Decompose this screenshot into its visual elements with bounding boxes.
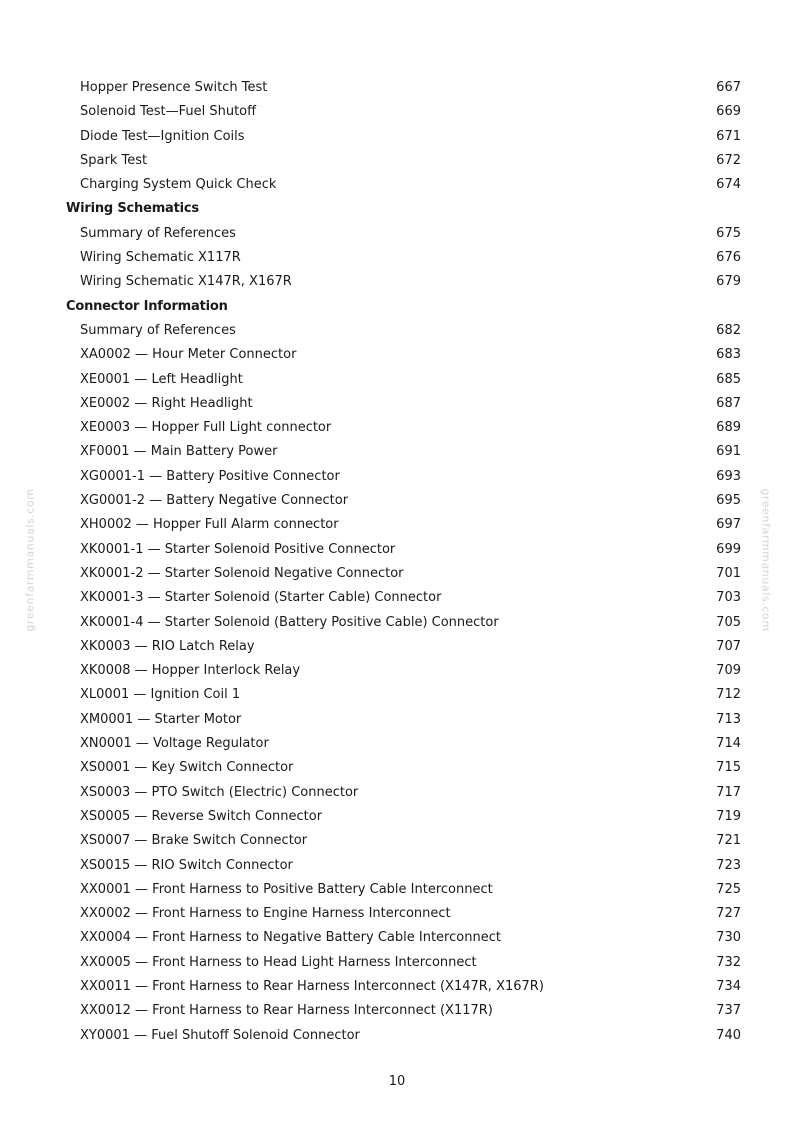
entry-title: XS0015 — RIO Switch Connector <box>80 857 293 873</box>
entry-page-number: 734 <box>716 978 741 994</box>
toc-entry[interactable] <box>0 878 794 902</box>
entry-page-number: 689 <box>716 420 741 436</box>
entry-page-number: 730 <box>716 930 741 946</box>
toc-entry[interactable] <box>0 489 794 513</box>
page-number: 10 <box>388 1074 406 1089</box>
entry-page-number: 714 <box>716 736 741 752</box>
toc-entry[interactable] <box>0 683 794 707</box>
toc-entry[interactable] <box>0 756 794 780</box>
entry-title: XH0002 — Hopper Full Alarm connector <box>80 517 339 533</box>
entry-title: XM0001 — Starter Motor <box>80 711 242 727</box>
entry-page-number: 679 <box>716 274 741 290</box>
toc-entry[interactable] <box>0 343 794 367</box>
toc-entry[interactable] <box>0 125 794 149</box>
entry-title: XS0007 — Brake Switch Connector <box>80 833 308 849</box>
entry-page-number: 703 <box>716 590 741 606</box>
toc-entry[interactable] <box>0 538 794 562</box>
entry-title: XX0001 — Front Harness to Positive Battery Cable Interconnect <box>80 881 493 897</box>
entry-title: XX0004 — Front Harness to Negative Battery Cable Interconnect <box>80 930 501 946</box>
entry-page-number: 725 <box>716 881 741 897</box>
entry-title: XX0011 — Front Harness to Rear Harness Interconnect (X147R, X167R) <box>80 978 544 994</box>
entry-page-number: 697 <box>716 517 741 533</box>
entry-page-number: 669 <box>716 104 741 120</box>
entry-page-number: 676 <box>716 250 741 266</box>
entry-page-number: 691 <box>716 444 741 460</box>
toc-entry[interactable] <box>0 1024 794 1048</box>
toc-entry[interactable] <box>0 805 794 829</box>
entry-page-number: 709 <box>716 663 741 679</box>
entry-page-number: 685 <box>716 371 741 387</box>
entry-title: XS0003 — PTO Switch (Electric) Connector <box>80 784 359 800</box>
toc-entry[interactable] <box>0 246 794 270</box>
toc-entry[interactable] <box>0 926 794 950</box>
entry-title: XE0001 — Left Headlight <box>80 371 243 387</box>
toc-entry[interactable] <box>0 732 794 756</box>
toc-entry[interactable] <box>0 440 794 464</box>
entry-title: XG0001-2 — Battery Negative Connector <box>80 493 349 509</box>
toc-entry[interactable] <box>0 149 794 173</box>
section-title: Wiring Schematics <box>66 201 199 217</box>
entry-title: Hopper Presence Switch Test <box>80 80 268 95</box>
toc-entry[interactable] <box>0 513 794 537</box>
toc-entry[interactable] <box>0 222 794 246</box>
entry-title: Diode Test—Ignition Coils <box>80 128 245 144</box>
entry-page-number: 674 <box>716 177 741 193</box>
entry-page-number: 727 <box>716 906 741 922</box>
entry-title: XK0001-3 — Starter Solenoid (Starter Cable) Connector <box>80 590 442 606</box>
toc-entry[interactable] <box>0 781 794 805</box>
entry-title: XK0003 — RIO Latch Relay <box>80 638 255 654</box>
entry-title: Spark Test <box>80 152 148 168</box>
entry-title: Charging System Quick Check <box>80 177 277 193</box>
entry-page-number: 732 <box>716 954 741 970</box>
entry-page-number: 682 <box>716 322 741 338</box>
toc-entry[interactable] <box>0 999 794 1023</box>
toc-entry[interactable] <box>0 586 794 610</box>
entry-title: Wiring Schematic X117R <box>80 250 241 266</box>
toc-entry[interactable] <box>0 76 794 100</box>
entry-page-number: 712 <box>716 687 741 703</box>
entry-title: XA0002 — Hour Meter Connector <box>80 347 297 363</box>
entry-page-number: 683 <box>716 347 741 363</box>
entry-page-number: 701 <box>716 565 741 581</box>
toc-entry[interactable] <box>0 635 794 659</box>
entry-page-number: 671 <box>716 128 741 144</box>
toc-section-heading <box>0 197 794 221</box>
toc-entry[interactable] <box>0 173 794 197</box>
toc-entry[interactable] <box>0 392 794 416</box>
entry-title: XX0012 — Front Harness to Rear Harness Interconnect (X117R) <box>80 1003 493 1019</box>
table-of-contents <box>0 76 794 1048</box>
watermark-left: greenfarmmanuals.com <box>23 488 37 632</box>
entry-title: XK0001-2 — Starter Solenoid Negative Connector <box>80 565 404 581</box>
toc-entry[interactable] <box>0 416 794 440</box>
entry-page-number: 715 <box>716 760 741 776</box>
toc-entry[interactable] <box>0 100 794 124</box>
entry-page-number: 737 <box>716 1003 741 1019</box>
entry-title: XE0003 — Hopper Full Light connector <box>80 420 332 436</box>
entry-title: Solenoid Test—Fuel Shutoff <box>80 104 257 120</box>
toc-entry[interactable] <box>0 829 794 853</box>
entry-title: XS0005 — Reverse Switch Connector <box>80 808 323 824</box>
toc-entry[interactable] <box>0 611 794 635</box>
toc-entry[interactable] <box>0 368 794 392</box>
entry-page-number: 719 <box>716 808 741 824</box>
entry-title: XY0001 — Fuel Shutoff Solenoid Connector <box>80 1027 360 1043</box>
entry-title: XX0005 — Front Harness to Head Light Harness Interconnect <box>80 954 477 970</box>
toc-entry[interactable] <box>0 319 794 343</box>
entry-page-number: 723 <box>716 857 741 873</box>
entry-page-number: 672 <box>716 152 741 168</box>
entry-page-number: 675 <box>716 225 741 241</box>
toc-entry[interactable] <box>0 975 794 999</box>
entry-page-number: 687 <box>716 395 741 411</box>
toc-entry[interactable] <box>0 270 794 294</box>
entry-page-number: 707 <box>716 638 741 654</box>
entry-title: Summary of References <box>80 322 236 338</box>
toc-entry[interactable] <box>0 659 794 683</box>
entry-title: XE0002 — Right Headlight <box>80 395 253 411</box>
entry-title: XK0001-1 — Starter Solenoid Positive Connector <box>80 541 396 557</box>
entry-title: XF0001 — Main Battery Power <box>80 444 278 460</box>
entry-title: XS0001 — Key Switch Connector <box>80 760 294 776</box>
toc-entry[interactable] <box>0 854 794 878</box>
entry-title: XK0001-4 — Starter Solenoid (Battery Positive Cable) Connector <box>80 614 499 630</box>
watermark-right: greenfarmmanuals.com <box>759 488 773 632</box>
entry-page-number: 740 <box>716 1027 741 1043</box>
section-title: Connector Information <box>66 298 228 314</box>
toc-entry[interactable] <box>0 951 794 975</box>
toc-entry[interactable] <box>0 902 794 926</box>
toc-section-heading <box>0 295 794 319</box>
entry-page-number: 717 <box>716 784 741 800</box>
entry-title: XN0001 — Voltage Regulator <box>80 736 269 752</box>
entry-title: Wiring Schematic X147R, X167R <box>80 274 292 290</box>
entry-page-number: 713 <box>716 711 741 727</box>
entry-page-number: 705 <box>716 614 741 630</box>
entry-title: XL0001 — Ignition Coil 1 <box>80 687 241 703</box>
entry-title: Summary of References <box>80 225 236 241</box>
entry-title: XG0001-1 — Battery Positive Connector <box>80 468 340 484</box>
entry-page-number: 721 <box>716 833 741 849</box>
toc-entry[interactable] <box>0 465 794 489</box>
entry-title: XX0002 — Front Harness to Engine Harness Interconnect <box>80 906 451 922</box>
entry-page-number: 667 <box>716 80 741 95</box>
toc-entry[interactable] <box>0 562 794 586</box>
toc-entry[interactable] <box>0 708 794 732</box>
entry-page-number: 693 <box>716 468 741 484</box>
entry-page-number: 699 <box>716 541 741 557</box>
entry-page-number: 695 <box>716 493 741 509</box>
entry-title: XK0008 — Hopper Interlock Relay <box>80 663 301 679</box>
